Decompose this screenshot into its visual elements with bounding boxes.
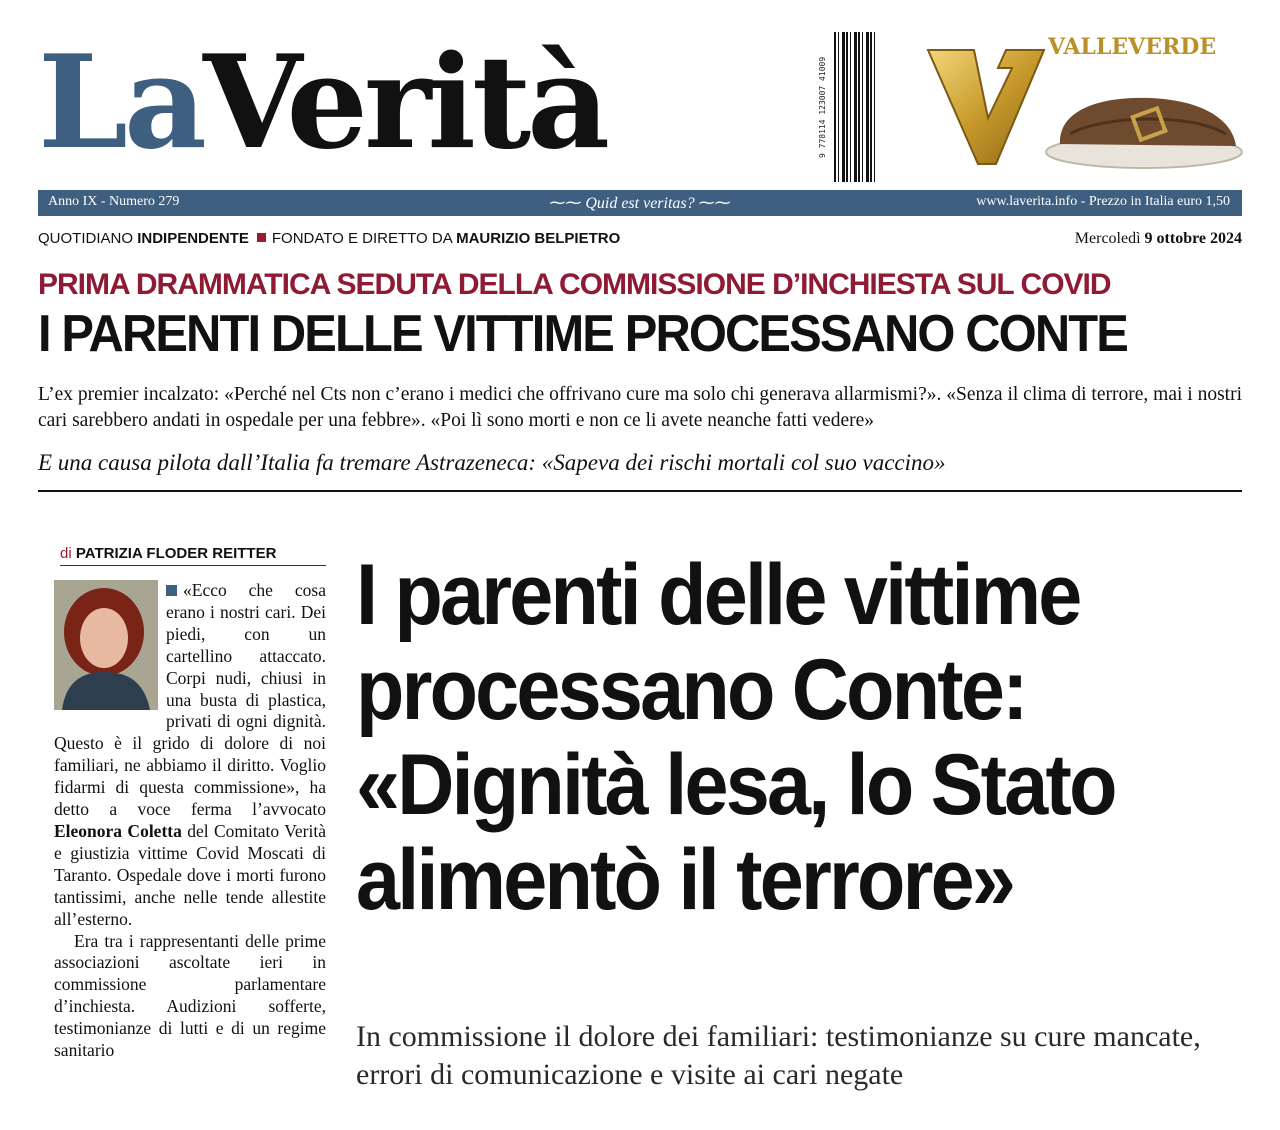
title-line: «Dignità lesa, lo Stato [356, 737, 1115, 833]
logo-verita: Verità [202, 28, 607, 178]
sandal-icon [1040, 72, 1244, 172]
website-price[interactable]: www.laverita.info - Prezzo in Italia euro 1,50 [976, 194, 1230, 209]
byline-di: di [60, 545, 72, 562]
byline-author: PATRIZIA FLODER REITTER [75, 545, 277, 562]
article-paragraph-2: Era tra i rappresentanti delle prime associazioni ascoltate ieri in commissione parlamentare d’inchiesta. Audizioni sofferte, testimonianze di lutti e di un regime sanitario [54, 930, 326, 1061]
article-deck: In commissione il dolore dei familiari: testimonianze su cure mancate, errori di comunicazione e visite ai cari negate [356, 1020, 1201, 1091]
front-headline[interactable]: I PARENTI DELLE VITTIME PROCESSANO CONTE [38, 305, 1127, 363]
p1-text-a: «Ecco che cosa erano i nostri cari. Dei piedi, con un cartellino attaccato. Corpi nudi, chiusi in una busta di plastica, privati di ogni dignità. Questo è il grido di dolore di noi familiari, ne abbiamo il diritto. Voglio fidarmi di questa commissione», ha detto a voce ferma l’avvocato [54, 580, 326, 820]
front-summary: L’ex premier incalzato: «Perché nel Cts non c’erano i medici che offrivano cure ma solo chi generava allarmismi?». «Senza il clima di terrore, mai i nostri cari sarebbero andati in ospedale per una febbre». «Poi lì sono morti e non ce li avete neanche fatti vedere» [38, 384, 1242, 431]
info-bar [38, 190, 1242, 216]
p1-text-b: del Comitato Verità e giustizia vittime Covid Moscati di Taranto. Ospedale dove i morti furono tantissimi, anche nelle tende allestite all’esterno. [54, 820, 326, 929]
advert[interactable] [922, 28, 1244, 178]
tagline-row [38, 228, 1242, 252]
director-name: MAURIZIO BELPIETRO [456, 230, 621, 247]
byline [60, 545, 326, 566]
date: 9 ottobre 2024 [1144, 230, 1242, 247]
tagline [38, 230, 620, 247]
newspaper-logo [38, 28, 606, 178]
title-line: I parenti delle vittime [356, 547, 1080, 643]
paragraph-bullet-icon [166, 585, 177, 596]
advert-brand: VALLEVERDE [1048, 34, 1217, 60]
weekday: Mercoledì [1074, 230, 1141, 247]
flourish-right-icon: ⁓⁓ [694, 195, 731, 212]
tagline-fondato: FONDATO E DIRETTO DA [271, 230, 452, 247]
divider [38, 490, 1242, 492]
logo-la: La [38, 28, 203, 178]
masthead [38, 18, 698, 178]
valleverde-v-logo-icon [926, 38, 1046, 168]
front-subhead: E una causa pilota dall’Italia fa tremare Astrazeneca: «Sapeva dei rischi mortali col suo vaccino» [38, 450, 946, 475]
motto-text: Quid est veritas? [585, 195, 695, 212]
flourish-left-icon: ⁓⁓ [549, 195, 586, 212]
front-kicker: PRIMA DRAMMATICA SEDUTA DELLA COMMISSIONE D’INCHIESTA SUL COVID [38, 268, 1111, 301]
article-body [54, 580, 326, 1108]
tagline-indipendente: INDIPENDENTE [137, 230, 249, 247]
title-line: processano Conte: [356, 642, 1026, 738]
issue-number: Anno IX - Numero 279 [48, 194, 180, 209]
barcode [818, 32, 886, 182]
tagline-quotidiano: QUOTIDIANO [38, 230, 134, 247]
issue-date [1075, 230, 1242, 248]
photo-spacer [54, 580, 166, 712]
p1-name: Eleonora Coletta [54, 820, 182, 841]
barcode-bars [834, 32, 878, 182]
square-bullet-icon [257, 233, 266, 242]
article-title[interactable] [356, 548, 1246, 928]
barcode-digits: 9 778114 123007 41009 [818, 56, 827, 158]
title-line: alimentò il terrore» [356, 832, 1014, 928]
